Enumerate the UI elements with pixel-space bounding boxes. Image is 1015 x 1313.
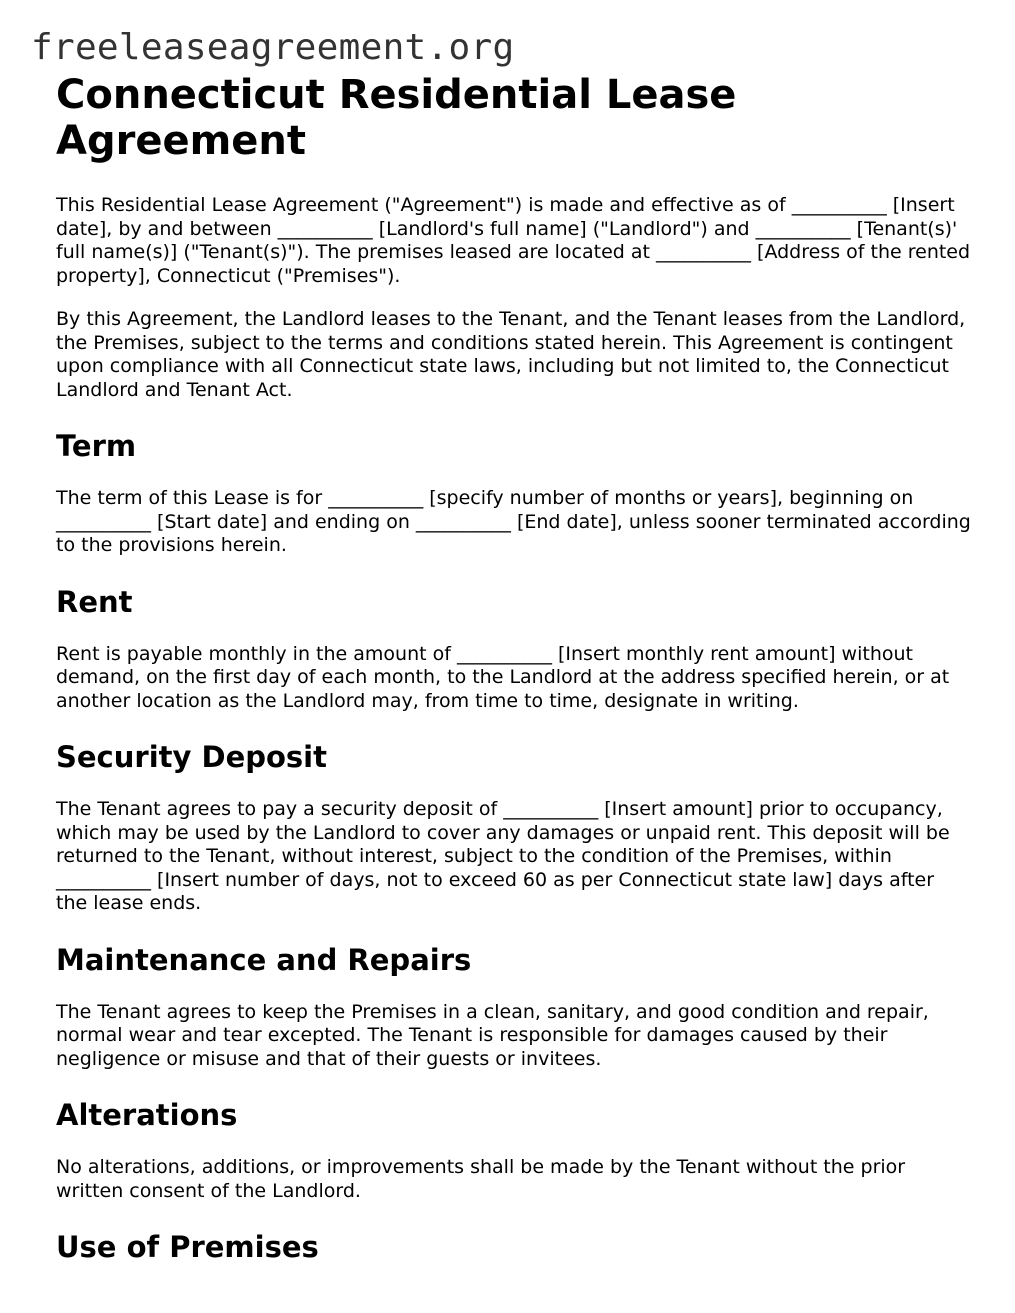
section-heading-term: Term [56,429,137,463]
section-heading-alterations: Alterations [56,1098,238,1132]
section-body-rent: Rent is payable monthly in the amount of __________ [Insert monthly rent amount] without demand, on the first day of each month, to the Landlord at the address specified herein, or at another location as the Landlord may, from time to time, designate in writing. [56,642,950,712]
section-security-deposit [56,740,971,916]
section-body-security-deposit: The Tenant agrees to pay a security deposit of __________ [Insert amount] prior to occupancy, which may be used by the Landlord to cover any damages or unpaid rent. This deposit will be returned to the Tenant, without interest, subject to the condition of the Premises, within __________ [Insert number of days, not to exceed 60 as per Connecticut state law] days after the lease ends. [56,798,950,914]
lease-document [56,72,971,1264]
intro-paragraph-2: By this Agreement, the Landlord leases to the Tenant, and the Tenant leases from the Landlord, the Premises, subject to the terms and conditions stated herein. This Agreement is contingent upon compliance with all Connecticut state laws, including but not limited to, the Connecticut Landlord and Tenant Act. [56,308,966,401]
section-term [56,429,971,558]
site-watermark: freeleaseagreement.org [31,27,515,68]
section-alterations [56,1098,971,1203]
section-heading-security-deposit: Security Deposit [56,740,327,774]
section-heading-rent: Rent [56,584,133,619]
section-heading-maintenance-repairs: Maintenance and Repairs [56,942,472,977]
section-body-maintenance-repairs: The Tenant agrees to keep the Premises in a clean, sanitary, and good condition and repair, normal wear and tear excepted. The Tenant is responsible for damages caused by their negligence or misuse and that of their guests or invitees. [56,1000,929,1070]
intro-paragraph-1: This Residential Lease Agreement ("Agreement") is made and effective as of __________ [Insert date], by and between __________ [Landlord's full name] ("Landlord") and __________ [Tenant(s)' full name(s)] ("Tenant(s)"). The premises leased are located at __________ [Address of the rented property], Connecticut ("Premises"). [56,194,971,287]
section-rent [56,585,971,714]
section-body-term: The term of this Lease is for __________ [specify number of months or years], beginning on __________ [Start date] and ending on __________ [End date], unless sooner terminated according to the provisions herein. [56,487,971,556]
section-heading-use-of-premises: Use of Premises [56,1230,319,1264]
document-title: Connecticut Residential Lease Agreement [56,72,737,164]
section-use-of-premises [56,1230,971,1264]
section-maintenance-repairs [56,943,971,1072]
section-body-alterations: No alterations, additions, or improvements shall be made by the Tenant without the prior written consent of the Landlord. [56,1156,906,1202]
